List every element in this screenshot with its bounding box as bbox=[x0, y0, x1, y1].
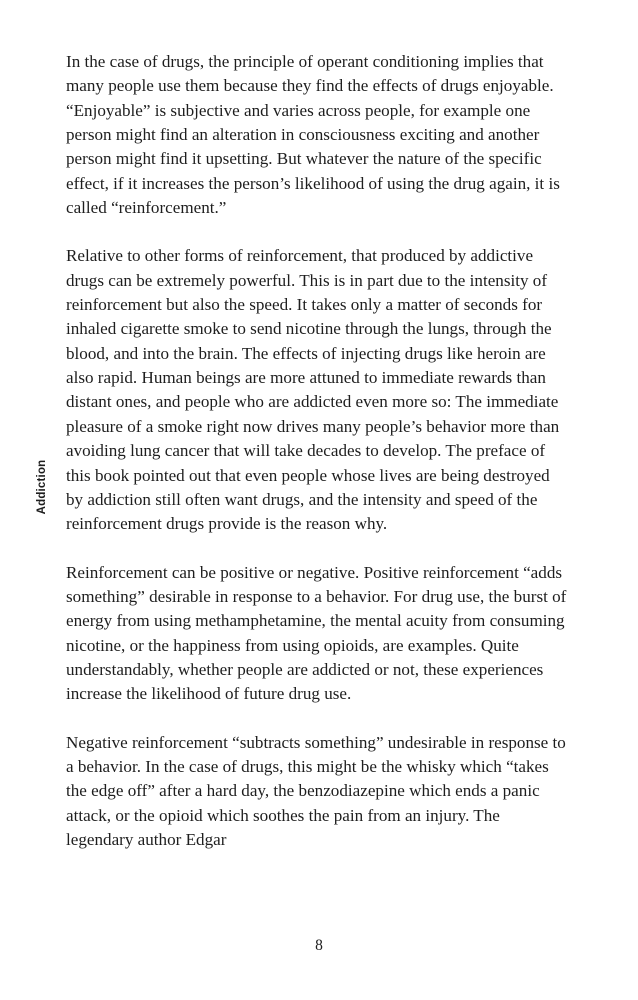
running-section-label: Addiction bbox=[36, 459, 48, 515]
paragraph-reinforcement-power: Relative to other forms of reinforcement, that produced by addictive drugs can be extremely powerful. This is in part due to the intensity of reinforcement but also the speed. It takes only a matter of seconds for inhaled cigarette smoke to send nicotine through the lungs, through the blood, and into the brain. The effects of injecting drugs like heroin are also rapid. Human beings are more attuned to immediate rewards than distant ones, and people who are addicted even more so: The immediate pleasure of a smoke right now drives many people’s behavior more than avoiding lung cancer that will take decades to develop. The preface of this book pointed out that even people whose lives are being destroyed by addiction still often want drugs, and the intensity and speed of the reinforcement drugs provide is the reason why. bbox=[66, 246, 560, 534]
paragraph-positive-reinforcement: Reinforcement can be positive or negative. Positive reinforcement “adds something” desirable in response to a behavior. For drug use, the burst of energy from using methamphetamine, the mental acuity from consuming nicotine, or the happiness from using opioids, are examples. Quite understandably, whether people are addicted or not, these experiences increase the likelihood of future drug use. bbox=[66, 562, 567, 704]
page-body-text bbox=[66, 50, 570, 876]
paragraph-operant-conditioning: In the case of drugs, the principle of operant conditioning implies that many people use them because they find the effects of drugs enjoyable. “Enjoyable” is subjective and varies across people, for example one person might find an alteration in consciousness exciting and another person might find it upsetting. But whatever the nature of the specific effect, if it increases the person’s likelihood of using the drug again, it is called “reinforcement.” bbox=[66, 52, 560, 218]
page-number: 8 bbox=[315, 937, 323, 954]
paragraph-negative-reinforcement: Negative reinforcement “subtracts something” undesirable in response to a behavior. In the case of drugs, this might be the whisky which “takes the edge off” after a hard day, the benzodiazepine which ends a panic attack, or the opioid which soothes the pain from an injury. The legendary author Edgar bbox=[66, 732, 566, 849]
